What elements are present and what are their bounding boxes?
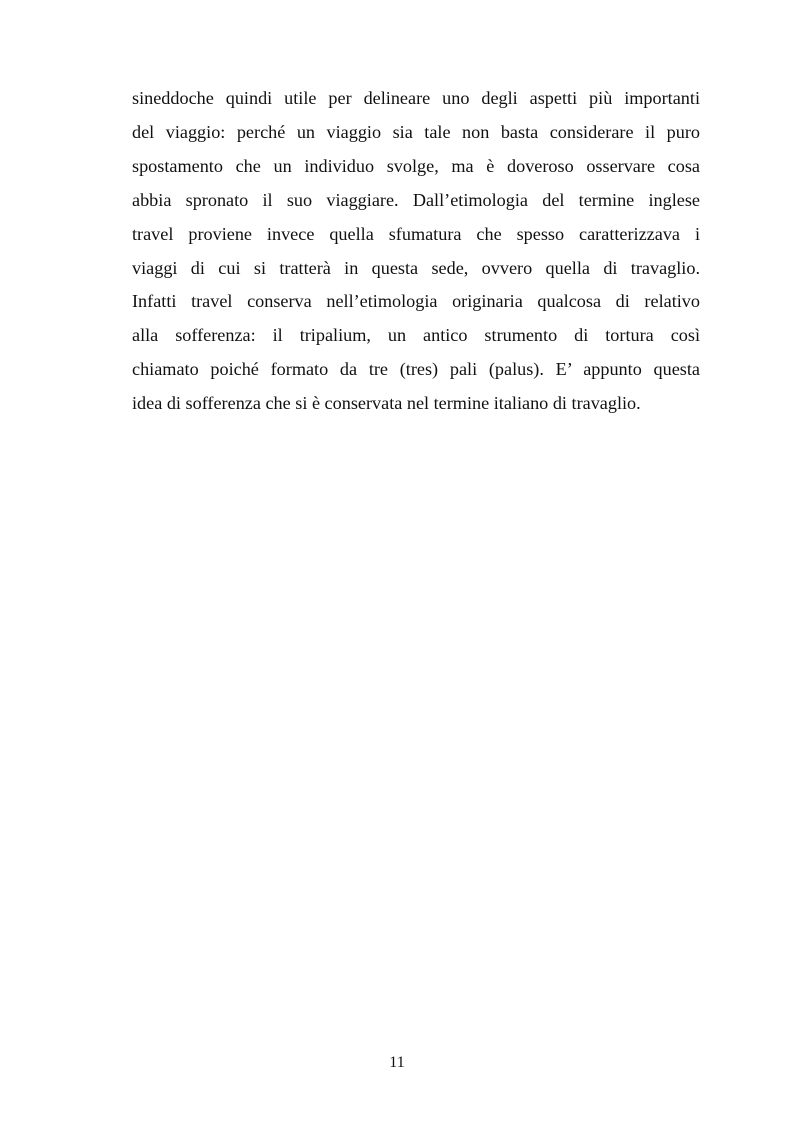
page-number: 11 <box>389 1054 405 1071</box>
paragraph-line: Infatti travel conserva nell’etimologia originaria qualcosa di relativo <box>132 291 700 312</box>
paragraph-line: spostamento che un individuo svolge, ma è doveroso osservare cosa <box>132 155 700 176</box>
paragraph-line: viaggi di cui si tratterà in questa sede, ovvero quella di travaglio. <box>132 257 700 278</box>
paragraph-line: alla sofferenza: il tripalium, un antico strumento di tortura così <box>132 325 700 346</box>
paragraph-line: sineddoche quindi utile per delineare uno degli aspetti più importanti <box>132 88 700 108</box>
paragraph-line: travel proviene invece quella sfumatura che spesso caratterizzava i <box>132 223 700 244</box>
paragraph-line: idea di sofferenza che si è conservata nel termine italiano di travaglio. <box>132 393 641 414</box>
paragraph-line: abbia spronato il suo viaggiare. Dall’etimologia del termine inglese <box>132 189 700 210</box>
body-paragraph <box>132 82 700 421</box>
paragraph-line: chiamato poiché formato da tre (tres) pali (palus). E’ appunto questa <box>132 359 700 380</box>
paragraph-line: del viaggio: perché un viaggio sia tale non basta considerare il puro <box>132 121 700 142</box>
